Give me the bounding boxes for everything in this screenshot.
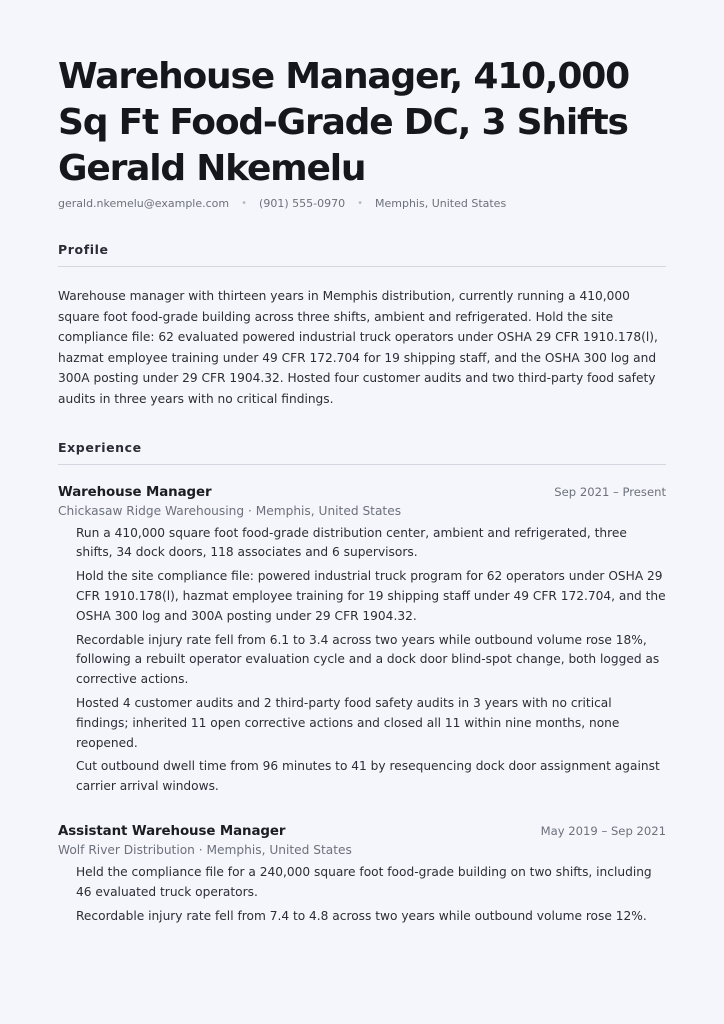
experience-section xyxy=(58,440,666,927)
contact-email: gerald.nkemelu@example.com xyxy=(58,197,230,210)
title-line-1: Warehouse Manager, 410,000 xyxy=(58,56,629,97)
job-header xyxy=(58,485,666,500)
contact-location: Memphis, United States xyxy=(374,197,507,210)
profile-section xyxy=(58,242,666,410)
resume-title xyxy=(58,54,666,192)
job-title: Assistant Warehouse Manager xyxy=(58,823,286,839)
job-bullets xyxy=(58,863,666,926)
candidate-name: Gerald Nkemelu xyxy=(58,148,366,189)
job-dates: May 2019 – Sep 2021 xyxy=(540,823,666,838)
job-entry xyxy=(58,824,666,926)
job-title: Warehouse Manager xyxy=(58,484,212,500)
contact-phone: (901) 555-0970 xyxy=(259,197,346,210)
experience-heading: Experience xyxy=(58,440,666,465)
job-company: Chickasaw Ridge Warehousing · Memphis, United States xyxy=(58,503,402,518)
job-bullet: Held the compliance file for a 240,000 square foot food-grade building on two shifts, including 46 evaluated truck operators. xyxy=(76,864,652,899)
separator-dot: • xyxy=(241,198,248,209)
profile-text: Warehouse manager with thirteen years in Memphis distribution, currently running a 410,000 square foot food-grade building across three shifts, ambient and refrigerated. Hold the site compliance file: 62 evaluated powered industrial truck operators under OSHA 29 CFR 1910.178(l), hazmat employee training under 49 CFR 172.704 for 19 shipping staff, and the OSHA 300 log and 300A posting under 29 CFR 1904.32. Hosted four customer audits and two third-party food safety audits in three years with no critical findings. xyxy=(58,289,658,406)
title-line-2: Sq Ft Food-Grade DC, 3 Shifts xyxy=(58,102,628,143)
job-company: Wolf River Distribution · Memphis, United States xyxy=(58,842,352,857)
job-header xyxy=(58,824,666,839)
job-bullet: Cut outbound dwell time from 96 minutes to 41 by resequencing dock door assignment against carrier arrival windows. xyxy=(76,759,660,794)
profile-heading: Profile xyxy=(58,242,666,267)
job-bullet: Hosted 4 customer audits and 2 third-party food safety audits in 3 years with no critical findings; inherited 11 open corrective actions and closed all 11 within nine months, none reopened. xyxy=(76,695,620,750)
job-bullet: Hold the site compliance file: powered industrial truck program for 62 operators under OSHA 29 CFR 1910.178(l), hazmat employee training for 19 shipping staff under 49 CFR 172.704, and the OSHA 300 log and 300A posting under 29 CFR 1904.32. xyxy=(76,569,666,623)
job-entry xyxy=(58,485,666,797)
separator-dot: • xyxy=(357,198,363,209)
job-bullet: Recordable injury rate fell from 7.4 to 4.8 across two years while outbound volume rose 12%. xyxy=(76,908,647,923)
contact-line xyxy=(58,197,666,210)
job-bullet: Recordable injury rate fell from 6.1 to 3.4 across two years while outbound volume rose 18%, following a rebuilt operator evaluation cycle and a dock door blind-spot change, both logged as corrective actions. xyxy=(76,632,660,687)
job-dates: Sep 2021 – Present xyxy=(554,484,666,499)
job-bullet: Run a 410,000 square foot food-grade distribution center, ambient and refrigerated, three shifts, 34 dock doors, 118 associates and 6 supervisors. xyxy=(76,525,627,560)
job-bullets xyxy=(58,524,666,797)
